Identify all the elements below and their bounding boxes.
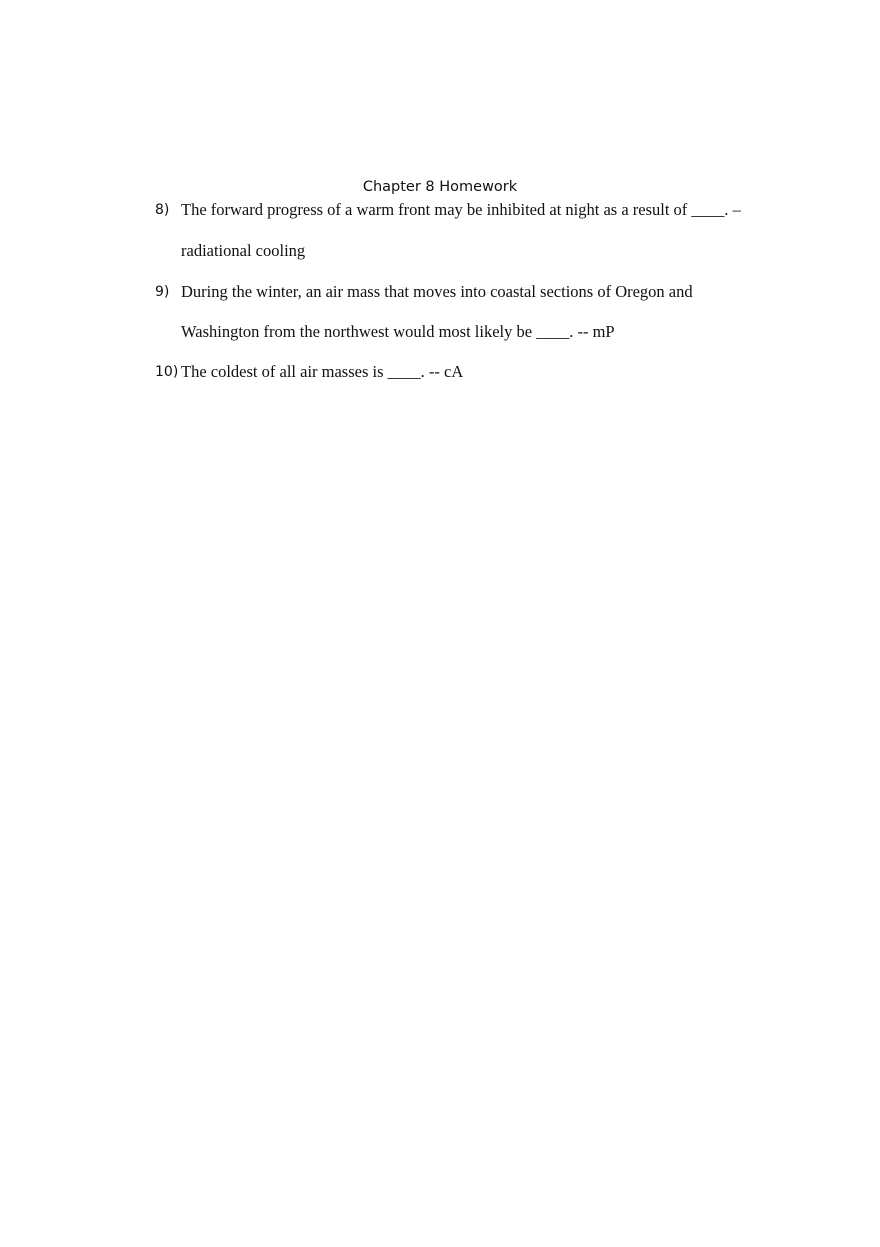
page-title: Chapter 8 Homework — [362, 179, 518, 195]
question-text: The forward progress of a warm front may be inhibited at night as a result of ____. – — [181, 200, 741, 219]
question-text: During the winter, an air mass that moves into coastal sections of Oregon and — [181, 282, 693, 301]
question-number: 10) — [155, 364, 179, 380]
question-number: 8) — [155, 202, 170, 218]
question-answer: radiational cooling — [181, 241, 306, 260]
question-text-answer: Washington from the northwest would most likely be ____. -- mP — [181, 322, 615, 341]
question-number: 9) — [155, 284, 170, 300]
question-text-answer: The coldest of all air masses is ____. -- cA — [181, 362, 464, 381]
